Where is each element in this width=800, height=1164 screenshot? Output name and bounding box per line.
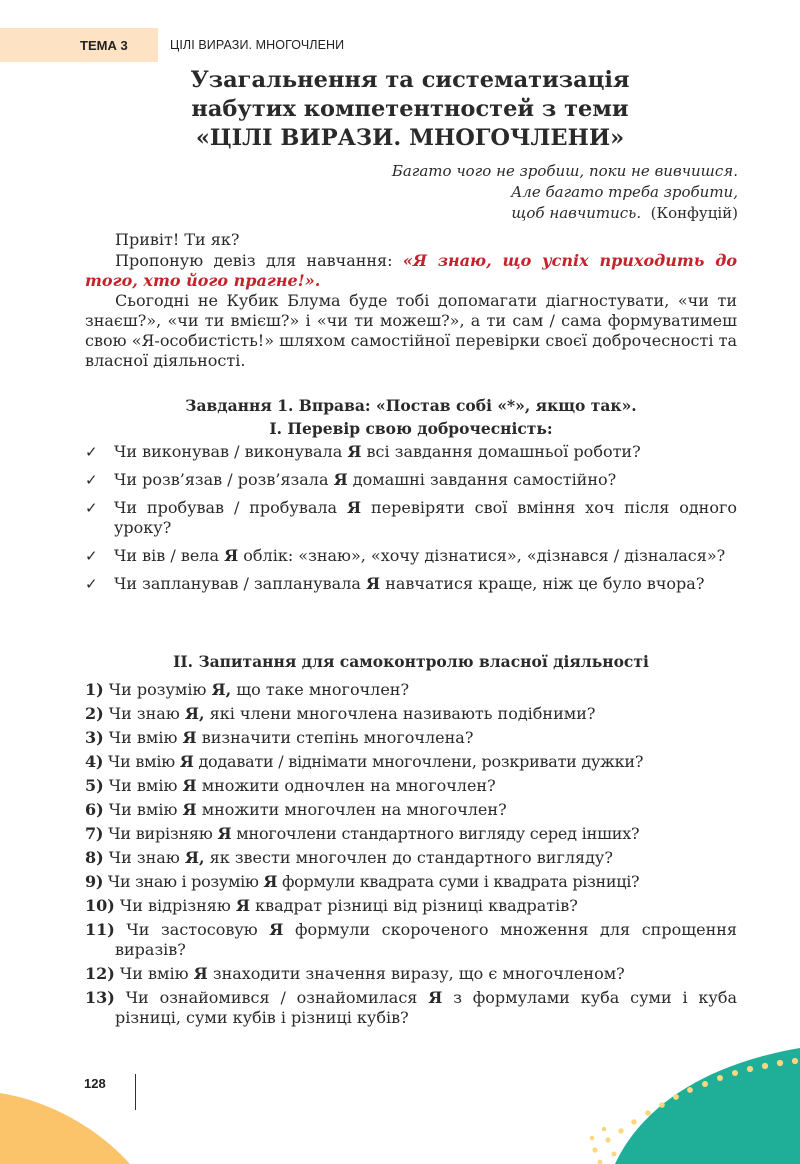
checkmark-icon: ✓ bbox=[85, 547, 98, 565]
integrity-checklist bbox=[85, 442, 737, 602]
motto-paragraph bbox=[85, 251, 737, 291]
item-bold: Я bbox=[366, 574, 381, 593]
question-bold: Я bbox=[217, 824, 232, 843]
item-text: облік: «знаю», «хочу дізнатися», «дізнався / дізналася»? bbox=[238, 546, 726, 565]
epigraph-line-3 bbox=[392, 203, 738, 224]
question-bold: Я bbox=[428, 988, 443, 1007]
checklist-item bbox=[85, 546, 737, 566]
question-text: Чи вмію bbox=[103, 800, 183, 819]
item-text: Чи запланував / запланувала bbox=[114, 574, 366, 593]
question-item bbox=[85, 824, 737, 844]
question-text: як звести многочлен до стандартного вигляду? bbox=[204, 848, 613, 867]
question-number: 1) bbox=[85, 680, 104, 699]
question-item bbox=[85, 752, 737, 772]
page-number: 128 bbox=[84, 1076, 106, 1091]
question-text: визначити степінь многочлена? bbox=[196, 728, 474, 747]
item-text: всі завдання домашньої роботи? bbox=[361, 442, 641, 461]
question-text: Чи вмію bbox=[103, 776, 183, 795]
section-2-heading: II. Запитання для самоконтролю власної діяльності bbox=[173, 652, 649, 671]
question-text: многочлени стандартного вигляду серед інших? bbox=[231, 824, 640, 843]
question-number: 8) bbox=[85, 848, 104, 867]
question-text: знаходити значення виразу, що є многочленом? bbox=[207, 964, 625, 983]
question-text: Чи вмію bbox=[103, 752, 180, 771]
epigraph-line-1: Багато чого не зробиш, поки не вивчишся. bbox=[391, 162, 738, 180]
checklist-item bbox=[85, 442, 737, 462]
checklist-item bbox=[85, 498, 737, 538]
question-bold: Я bbox=[182, 728, 197, 747]
question-text: що таке многочлен? bbox=[231, 680, 410, 699]
motto-lead: Пропоную девіз для навчання: bbox=[115, 251, 403, 270]
item-text: Чи пробував / пробувала bbox=[114, 498, 347, 517]
checklist-item bbox=[85, 470, 737, 490]
question-bold: Я bbox=[263, 872, 278, 891]
question-number: 10) bbox=[85, 896, 115, 915]
question-number: 4) bbox=[85, 752, 104, 771]
question-item bbox=[85, 920, 737, 960]
item-bold: Я bbox=[346, 498, 362, 517]
page-title bbox=[80, 66, 740, 153]
question-item bbox=[85, 872, 737, 892]
question-number: 9) bbox=[85, 872, 104, 891]
question-text: Чи застосовую bbox=[114, 920, 270, 939]
item-text: Чи виконував / виконувала bbox=[114, 442, 348, 461]
question-text: Чи знаю bbox=[103, 848, 185, 867]
question-item bbox=[85, 800, 737, 820]
motto: «Я знаю, що успіх приходить до того, хто його прагне!». bbox=[85, 251, 737, 290]
topic-title: ЦІЛІ ВИРАЗИ. МНОГОЧЛЕНИ bbox=[170, 38, 345, 52]
item-bold: Я bbox=[333, 470, 348, 489]
question-text: додавати / віднімати многочлени, розкривати дужки? bbox=[193, 752, 644, 771]
section-1-heading: I. Перевір свою доброчесність: bbox=[269, 419, 553, 438]
question-item bbox=[85, 848, 737, 868]
question-number: 6) bbox=[85, 800, 104, 819]
checkmark-icon: ✓ bbox=[85, 443, 98, 461]
question-text: Чи вирізняю bbox=[103, 824, 218, 843]
question-text: які члени многочлена називають подібними? bbox=[204, 704, 596, 723]
title-line-2: набутих компетентностей з теми bbox=[191, 96, 629, 122]
topic-tag-label: ТЕМА 3 bbox=[80, 37, 128, 53]
question-item bbox=[85, 680, 737, 700]
question-text: Чи відрізняю bbox=[114, 896, 236, 915]
question-text: Чи знаю і розумію bbox=[103, 872, 264, 891]
epigraph-line-3-text: щоб навчитись. bbox=[511, 204, 642, 222]
question-item bbox=[85, 776, 737, 796]
question-number: 11) bbox=[85, 920, 115, 939]
item-text: навчатися краще, ніж це було вчора? bbox=[380, 574, 705, 593]
question-text: з формулами куба суми і куба різниці, суми кубів і різниці кубів? bbox=[115, 988, 737, 1027]
teal-wave-shape bbox=[615, 1048, 800, 1164]
title-line-3: «ЦІЛІ ВИРАЗИ. МНОГОЧЛЕНИ» bbox=[195, 125, 625, 151]
question-text: Чи вмію bbox=[114, 964, 194, 983]
task-1-heading: Завдання 1. Вправа: «Постав собі «*», якщо так». bbox=[185, 396, 637, 415]
question-number: 12) bbox=[85, 964, 115, 983]
title-line-1: Узагальнення та систематизація bbox=[190, 67, 630, 93]
question-bold: Я bbox=[179, 752, 194, 771]
question-bold: Я bbox=[182, 776, 197, 795]
greeting: Привіт! Ти як? bbox=[115, 230, 240, 249]
question-item bbox=[85, 988, 737, 1028]
epigraph-author: (Конфуцій) bbox=[650, 204, 738, 222]
question-text: множити многочлен на многочлен? bbox=[196, 800, 507, 819]
orange-wave-shape bbox=[0, 1093, 130, 1164]
question-bold: Я bbox=[182, 800, 197, 819]
checkmark-icon: ✓ bbox=[85, 575, 98, 593]
item-text: Чи вів / вела bbox=[114, 546, 225, 565]
question-text: Чи ознайомився / ознайомилася bbox=[114, 988, 429, 1007]
question-number: 7) bbox=[85, 824, 104, 843]
question-bold: Я bbox=[235, 896, 250, 915]
intro-text bbox=[85, 230, 737, 371]
question-number: 3) bbox=[85, 728, 104, 747]
question-text: Чи знаю bbox=[103, 704, 185, 723]
question-bold: Я, bbox=[184, 848, 205, 867]
question-item bbox=[85, 896, 737, 916]
question-item bbox=[85, 704, 737, 724]
checklist-item bbox=[85, 574, 737, 594]
item-text: Чи розв’язав / розв’язала bbox=[114, 470, 334, 489]
checkmark-icon: ✓ bbox=[85, 499, 98, 517]
question-number: 5) bbox=[85, 776, 104, 795]
item-text: домашні завдання самостійно? bbox=[347, 470, 617, 489]
question-text: Чи вмію bbox=[103, 728, 183, 747]
self-control-questions bbox=[85, 680, 737, 1032]
item-bold: Я bbox=[347, 442, 362, 461]
question-bold: Я bbox=[193, 964, 208, 983]
item-bold: Я bbox=[224, 546, 239, 565]
question-text: Чи розумію bbox=[103, 680, 212, 699]
question-text: множити одночлен на многочлен? bbox=[196, 776, 496, 795]
page-number-divider bbox=[135, 1074, 136, 1110]
topic-tag bbox=[0, 28, 158, 62]
question-bold: Я, bbox=[184, 704, 205, 723]
epigraph-line-2: Але багато треба зробити, bbox=[510, 183, 738, 201]
question-item bbox=[85, 728, 737, 748]
question-bold: Я, bbox=[211, 680, 232, 699]
question-number: 13) bbox=[85, 988, 115, 1007]
item-text: перевіряти свої вміння хоч після одного уроку? bbox=[114, 498, 737, 537]
question-text: формули скороченого множення для спрощення виразів? bbox=[115, 920, 737, 959]
question-item bbox=[85, 964, 737, 984]
epigraph bbox=[392, 161, 738, 224]
question-text: формули квадрата суми і квадрата різниці? bbox=[277, 872, 640, 891]
intro-paragraph: Сьогодні не Кубик Блума буде тобі допомагати діагностувати, «чи ти знаєш?», «чи ти вмієш?» і «чи ти можеш?», а ти сам / сама формуватимеш свою «Я-особистість!» шляхом самостійної перевірки своєї доброчесності та власної діяльності. bbox=[85, 291, 737, 370]
checkmark-icon: ✓ bbox=[85, 471, 98, 489]
question-number: 2) bbox=[85, 704, 104, 723]
question-text: квадрат різниці від різниці квадратів? bbox=[250, 896, 578, 915]
question-bold: Я bbox=[269, 920, 284, 939]
